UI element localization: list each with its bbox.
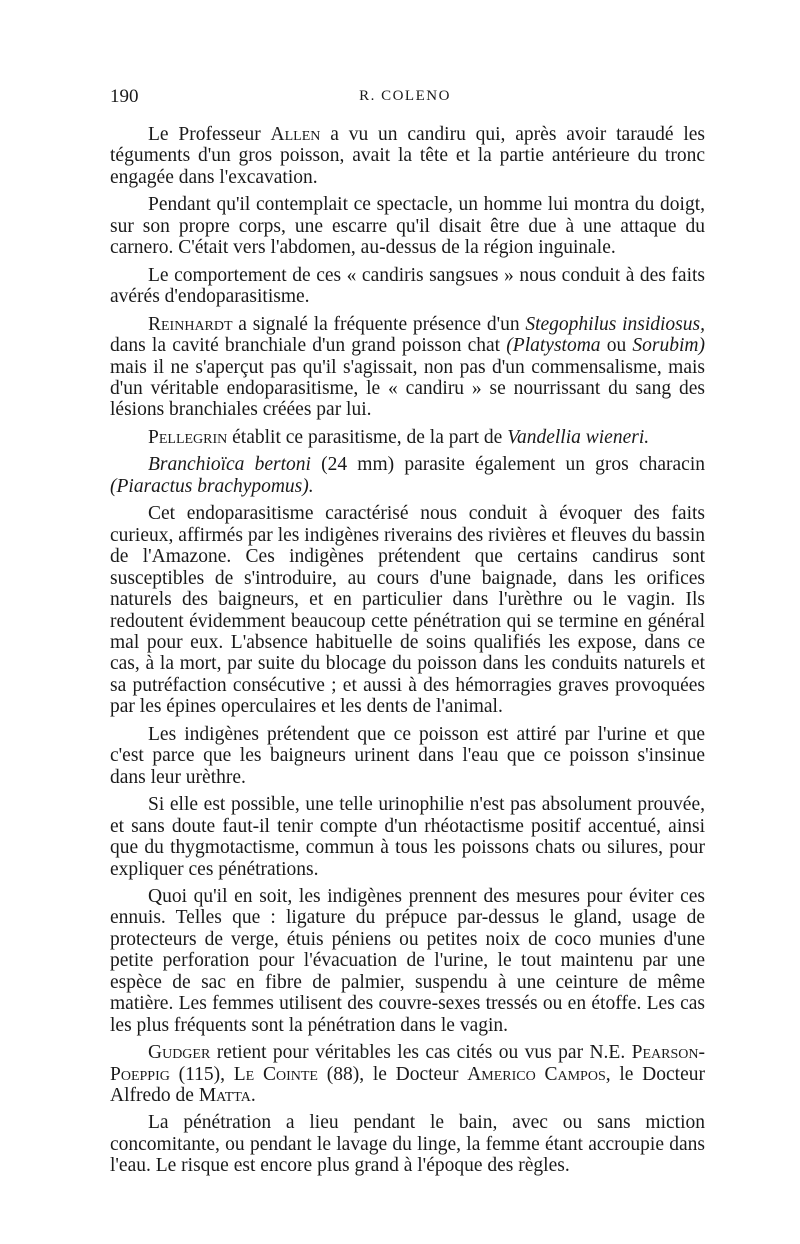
- author-name: Reinhardt: [148, 313, 233, 335]
- species-name: (Piaractus brachypomus).: [110, 475, 314, 497]
- species-name: Stegophilus insidiosus,: [525, 313, 705, 335]
- text-run: Le Professeur: [148, 124, 271, 145]
- author-name: Pellegrin: [148, 426, 228, 448]
- author-name: Pearson-Poeppig: [110, 1042, 705, 1085]
- running-head: R. COLENO: [359, 88, 451, 104]
- text-run: La pénétration a lieu pendant le bain, avec ou sans miction concomitante, ou pendant le lavage du linge, la femme étant accroupie dans l'eau. Le risque est encore plus grand à l'époque des règles.: [110, 1112, 705, 1177]
- text-run: (115),: [169, 1063, 234, 1085]
- paragraph: [110, 503, 705, 718]
- text-run: (24 mm) parasite également un gros characin: [310, 454, 705, 476]
- text-run: Quoi qu'il en soit, les indigènes prennent des mesures pour éviter ces ennuis. Telles que : ligature du prépuce par-dessus le gland, usage de protecteurs de verge, étuis péniens ou petites noix de coco munies d'une petite perforation pour l'évacuation de l'urine, le tout maintenu par une espèce de sac en fibre de palmier, suspendu à une ceinture de même matière. Les femmes utilisent des couvre-sexes tressés ou en étoffe. Les cas les plus fréquents sont la pénétration dans le vagin.: [110, 885, 705, 1036]
- author-name: Le Cointe: [233, 1063, 318, 1085]
- paragraph: [110, 314, 705, 421]
- species-name: Branchioïca bertoni: [148, 454, 311, 476]
- author-name: Americo Campos: [467, 1063, 606, 1085]
- paragraph: [110, 194, 705, 258]
- text-run: Si elle est possible, une telle urinophilie n'est pas absolument prouvée, et sans doute faut-il tenir compte d'un rhéotactisme positif accentué, ainsi que du thygmotactisme, commun à tous les poissons chats ou silures, pour expliquer ces pénétrations.: [110, 794, 705, 880]
- page-header: [110, 86, 700, 110]
- text-run: ou: [600, 335, 633, 357]
- species-name: Sorubim): [632, 335, 705, 357]
- text-run: (88), le Docteur: [317, 1063, 468, 1085]
- species-name: (Platystoma: [506, 335, 601, 357]
- text-run: Cet endoparasitisme caractérisé nous conduit à évoquer des faits curieux, affirmés par les indigènes riverains des rivières et fleuves du bassin de l'Amazone. Ces indigènes prétendent que certains candirus sont susceptibles de s'introduire, au cours d'une baignade, dans les orifices naturels des baigneurs, et en particulier dans l'urèthre ou le vagin. Ils redoutent évidemment beaucoup cette pénétration qui se termine en général mal pour eux. L'absence habituelle de soins qualifiés les expose, dans ce cas, à la mort, par suite du blocage du poisson dans les conduits naturels et sa putréfaction consécutive ; et aussi à des hémorragies graves provoquées par les épines operculaires et les dents de l'animal.: [110, 503, 705, 718]
- author-name: Allen: [270, 124, 321, 145]
- paragraph: [110, 265, 705, 308]
- paragraph: [110, 886, 705, 1036]
- paragraph: [110, 1112, 705, 1176]
- text-run: a signalé la fréquente présence d'un: [232, 313, 526, 335]
- text-run: établit ce parasitisme, de la part de: [227, 426, 508, 448]
- text-run: mais il ne s'aperçut pas qu'il s'agissait, non pas d'un commensalisme, mais d'un véritable endoparasitisme, le « candiru » se nourrissant du sang des lésions branchiales créées par lui.: [110, 356, 705, 421]
- paragraph: [110, 1042, 705, 1106]
- page-number: 190: [110, 86, 139, 107]
- text-run: a vu un candiru qui, après avoir taraudé les téguments d'un gros poisson, avait la tête et la partie antérieure du tronc engagée dans l'excavation.: [110, 124, 705, 188]
- paragraph: [110, 724, 705, 788]
- text-run: dans la cavité branchiale d'un grand poisson chat: [110, 335, 507, 357]
- text-run: Le comportement de ces « candiris sangsues » nous conduit à des faits avérés d'endoparasitisme.: [110, 264, 705, 308]
- paragraph: [110, 124, 705, 188]
- body-text: [110, 124, 705, 1183]
- species-name: Vandellia wieneri.: [507, 426, 650, 448]
- text-run: .: [250, 1085, 256, 1107]
- paragraph: [110, 454, 705, 497]
- text-run: Pendant qu'il contemplait ce spectacle, un homme lui montra du doigt, sur son propre corps, une escarre qu'il disait être due à une attaque du carnero. C'était vers l'abdomen, au-dessus de la région inguinale.: [110, 194, 705, 259]
- paragraph: [110, 427, 705, 448]
- author-name: Matta: [198, 1085, 251, 1107]
- text-run: Les indigènes prétendent que ce poisson est attiré par l'urine et que c'est parce que les baigneurs urinent dans l'eau que ce poisson s'insinue dans leur urèthre.: [110, 723, 705, 788]
- text-run: retient pour véritables les cas cités ou vus par N.E.: [210, 1042, 632, 1064]
- paragraph: [110, 794, 705, 880]
- author-name: Gudger: [148, 1042, 211, 1064]
- text-run: , le Docteur Alfredo de: [110, 1063, 705, 1107]
